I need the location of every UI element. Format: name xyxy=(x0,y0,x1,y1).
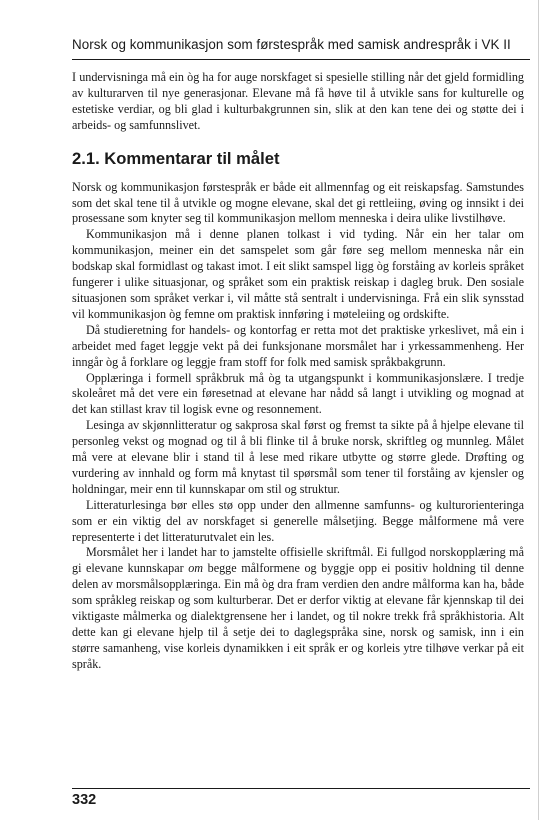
intro-paragraph: I undervisninga må ein òg ha for auge norskfaget si spesielle stilling når det gjeld formidling av kulturarven til nye generasjonar. Elevane må få høve til å utvikle sans for kulturelle og estetiske verdiar, og bli glad i kulturbakgrunnen sin, slik at den kan tene dei og støtte dei i arbeids- og samfunnslivet. xyxy=(72,70,524,132)
body-paragraph: Litteraturlesinga bør elles stø opp under den allmenne samfunns- og kulturorienteringa som er ein viktig del av norskfaget si generelle målsetjing. Begge målformene må vere representerte i det litteraturutvalet ein les. xyxy=(72,497,524,544)
body-paragraph: Norsk og kommunikasjon førstespråk er både eit allmennfag og eit reiskapsfag. Samstundes som det skal tene til å utvikle og mogne elevane, skal det gi rettleiing, øving og innsikt i dei prosessane som knyter seg til kommunikasjon mellom menneska i deira ulike livstilhøve. xyxy=(72,179,524,226)
page-number: 332 xyxy=(72,792,97,808)
body-paragraph: Morsmålet her i landet har to jamstelte offisielle skriftmål. Ei fullgod norskopplæring må gi elevane kunnskapar om begge målformene og byggje opp ei positiv holdning til denne delen av morsmålsopplæringa. Ein må òg dra fram verdien den andre målforma kan ha, både som språkleg reiskap og som kulturberar. Det er derfor viktig at elevane får kjennskap til dei viktigaste målmerka og dialektgrensene her i landet, og til nokre trekk frå språkhistoria. Alt dette kan gi elevane hjelp til å setje dei to daglegspråka sine, norsk og samisk, inn i ein større samanheng, vise korleis dynamikken i eit språk er og korleis ytre tilhøve verkar på eit språk. xyxy=(72,545,524,671)
emphasis: om xyxy=(188,561,204,576)
header-rule xyxy=(72,59,530,60)
body-paragraph: Kommunikasjon må i denne planen tolkast i vid tyding. Når ein her talar om kommunikasjon, meiner ein det samspelet som går føre seg mellom menneska når ein bodskap skal formidlast og takast imot. I eit slikt samspel ligg òg forståing av korleis språket fungerer i ulike situasjonar, og språket som ein praktisk reiskap i dagleg bruk. Den sosiale situasjonen som språket verkar i, vil måtte stå sentralt i undervisninga. Frå ein slik synsstad vil kommunikasjon òg femne om praktisk innføring i møteleiing og ordskifte. xyxy=(72,227,524,321)
body-paragraph: Lesinga av skjønnlitteratur og sakprosa skal først og fremst ta sikte på å hjelpe elevane til personleg vekst og mognad og til å bli flinke til å bruke norsk, skriftleg og munnleg. Målet må vere at elevane blir i stand til å lese med rikare utbytte og større glede. Drøfting og vurdering av innhald og form må knytast til spørsmål som tener til forståing av kjensler og holdningar, meir enn til kunnskapar om stil og struktur. xyxy=(72,418,524,496)
running-header: Norsk og kommunikasjon som førstespråk med samisk andrespråk i VK II xyxy=(72,37,511,52)
section-heading: 2.1. Kommentarar til målet xyxy=(72,148,280,168)
page-body xyxy=(72,70,524,673)
body-paragraph: Opplæringa i formell språkbruk må òg ta utgangspunkt i kommunikasjonslære. I tredje skoleåret må det vere ein føresetnad at elevane har nådd så langt i utvikling og mognad at det kan stillast krav til logisk evne og resonnement. xyxy=(72,370,524,417)
footer-rule xyxy=(72,788,530,789)
body-paragraph: Då studieretning for handels- og kontorfag er retta mot det praktiske yrkeslivet, må ein i arbeidet med faget leggje vekt på dei funksjonane morsmålet har i yrkessammenheng. Her inngår òg å forklare og leggje fram stoff for folk med samisk språkbakgrunn. xyxy=(72,322,524,369)
